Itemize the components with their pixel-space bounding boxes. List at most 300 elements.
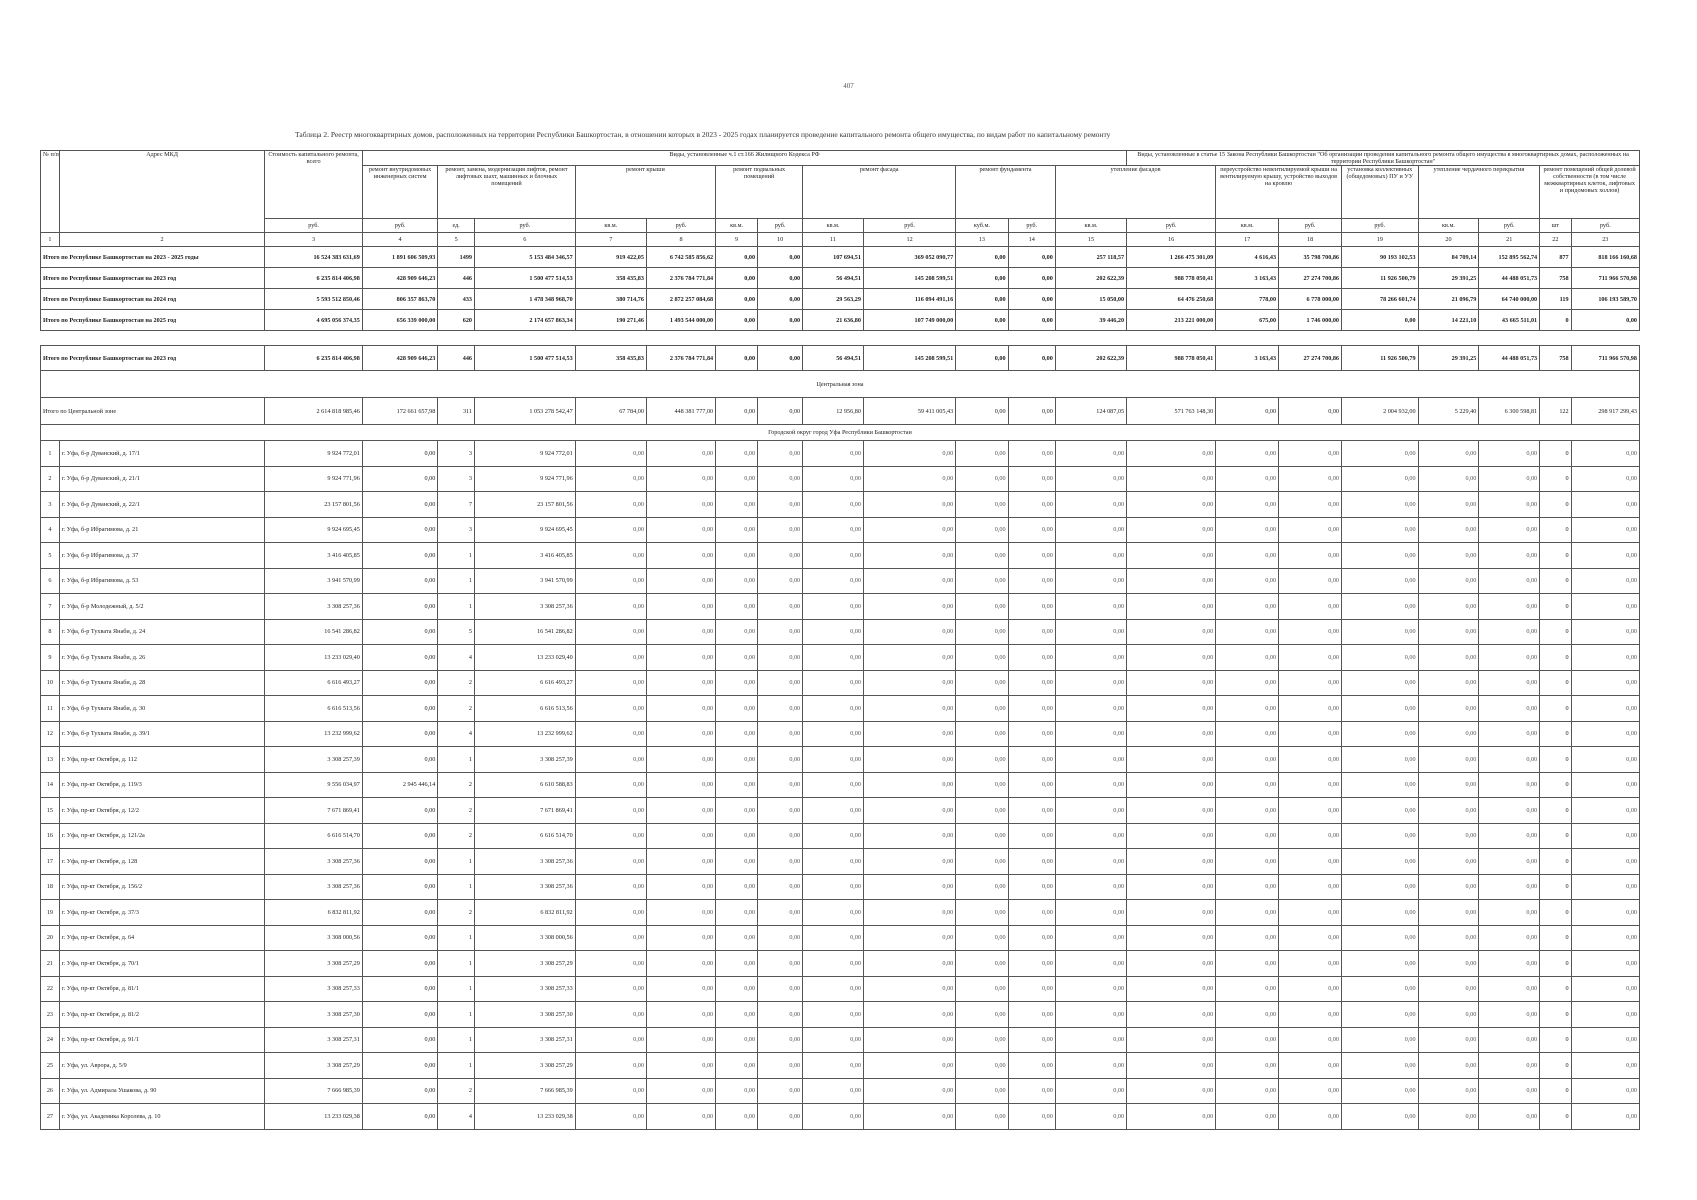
column-number-cell: 4 <box>362 233 437 247</box>
row-address: г. Уфа, б-р Ибрагимова, д. 21 <box>59 517 264 543</box>
column-number-cell: 21 <box>1479 233 1540 247</box>
row-lift-cost: 13 233 029,40 <box>475 645 576 671</box>
row-zero-value: 0,00 <box>575 619 646 645</box>
row-zero-value: 0,00 <box>575 1027 646 1053</box>
row-address: г. Уфа, пр-кт Октября, д. 156/2 <box>59 874 264 900</box>
row-address: г. Уфа, пр-кт Октября, д. 91/1 <box>59 1027 264 1053</box>
row-zero-value: 0,00 <box>1279 772 1342 798</box>
table-caption: Таблица 2. Реестр многоквартирных домов, расположенных на территории Республики Башкортостан, в отношении которых в 2023 - 2025 годах планируется проведение капитального ремонта общего имущества, по видам работ по капитальному ремонту <box>295 130 1111 139</box>
row-zero-value: 0,00 <box>1418 1053 1479 1079</box>
row-zero-value: 0,00 <box>1127 798 1216 824</box>
row-zero-value: 0,00 <box>575 670 646 696</box>
total-value: 0,00 <box>956 310 1008 331</box>
row-cost: 9 924 695,45 <box>265 517 363 543</box>
row-zero-value: 0,00 <box>1216 594 1279 620</box>
row-number: 21 <box>41 951 60 977</box>
row-common-cost: 0,00 <box>1571 951 1639 977</box>
row-common-cost: 0,00 <box>1571 594 1639 620</box>
row-zero-value: 0,00 <box>956 1078 1008 1104</box>
total-value: 6 235 814 406,98 <box>265 346 363 371</box>
row-lift-count: 4 <box>438 1104 475 1130</box>
total-value: 0,00 <box>716 398 758 425</box>
row-zero-value: 0,00 <box>1055 1002 1126 1028</box>
row-zero-value: 0,00 <box>646 798 715 824</box>
row-lift-count: 2 <box>438 696 475 722</box>
row-zero-value: 0,00 <box>1127 517 1216 543</box>
total-value: 433 <box>438 289 475 310</box>
total-value: 1 478 348 968,70 <box>475 289 576 310</box>
row-zero-value: 0,00 <box>956 823 1008 849</box>
row-zero-value: 0,00 <box>803 645 864 671</box>
row-zero-value: 0,00 <box>1479 619 1540 645</box>
row-common-cost: 0,00 <box>1571 1078 1639 1104</box>
row-cost: 3 308 257,36 <box>265 594 363 620</box>
row-address: г. Уфа, ул. Академика Королева, д. 10 <box>59 1104 264 1130</box>
total-value: 919 422,05 <box>575 247 646 268</box>
row-zero-value: 0,00 <box>1479 466 1540 492</box>
row-zero-value: 0,00 <box>1418 976 1479 1002</box>
row-number: 17 <box>41 849 60 875</box>
column-number-cell: 7 <box>575 233 646 247</box>
row-cost: 3 308 257,36 <box>265 849 363 875</box>
row-zero-value: 0,00 <box>863 568 955 594</box>
total-value: 358 435,83 <box>575 268 646 289</box>
row-common-cost: 0,00 <box>1571 849 1639 875</box>
total-row <box>41 247 1640 268</box>
total-value: 39 446,20 <box>1055 310 1126 331</box>
row-cost: 6 616 514,70 <box>265 823 363 849</box>
row-zero-value: 0,00 <box>575 594 646 620</box>
row-systems-cost: 0,00 <box>362 441 437 467</box>
row-zero-value: 0,00 <box>863 1104 955 1130</box>
row-zero-value: 0,00 <box>716 568 758 594</box>
row-zero-value: 0,00 <box>1008 696 1055 722</box>
row-zero-value: 0,00 <box>758 645 803 671</box>
row-zero-value: 0,00 <box>1127 696 1216 722</box>
row-zero-value: 0,00 <box>803 951 864 977</box>
row-lift-count: 1 <box>438 976 475 1002</box>
row-zero-value: 0,00 <box>1055 1053 1126 1079</box>
row-systems-cost: 0,00 <box>362 670 437 696</box>
column-number-cell: 12 <box>863 233 955 247</box>
column-number-cell: 23 <box>1571 233 1639 247</box>
row-zero-value: 0,00 <box>1342 466 1419 492</box>
unit-cell: кв.м. <box>803 219 864 233</box>
row-zero-value: 0,00 <box>863 645 955 671</box>
row-systems-cost: 0,00 <box>362 721 437 747</box>
row-common-cost: 0,00 <box>1571 1027 1639 1053</box>
row-cost: 3 941 570,99 <box>265 568 363 594</box>
total-value: 806 357 863,70 <box>362 289 437 310</box>
row-systems-cost: 0,00 <box>362 1078 437 1104</box>
row-zero-value: 0,00 <box>1127 951 1216 977</box>
row-lift-cost: 3 308 257,30 <box>475 1002 576 1028</box>
row-address: г. Уфа, пр-кт Октября, д. 81/2 <box>59 1002 264 1028</box>
total-value: 0,00 <box>758 247 803 268</box>
row-zero-value: 0,00 <box>758 747 803 773</box>
row-lift-count: 1 <box>438 747 475 773</box>
row-zero-value: 0,00 <box>956 645 1008 671</box>
row-address: г. Уфа, пр-кт Октября, д. 37/3 <box>59 900 264 926</box>
row-zero-value: 0,00 <box>575 441 646 467</box>
total-value: 428 909 646,23 <box>362 268 437 289</box>
row-zero-value: 0,00 <box>716 619 758 645</box>
row-address: г. Уфа, б-р Ибрагимова, д. 53 <box>59 568 264 594</box>
column-number-cell: 6 <box>475 233 576 247</box>
total-value: 6 235 814 406,98 <box>265 268 363 289</box>
row-common-cost: 0,00 <box>1571 1104 1639 1130</box>
row-zero-value: 0,00 <box>1127 594 1216 620</box>
total-value: 106 193 589,70 <box>1571 289 1639 310</box>
row-zero-value: 0,00 <box>758 1104 803 1130</box>
row-zero-value: 0,00 <box>1127 849 1216 875</box>
row-zero-value: 0,00 <box>1279 1053 1342 1079</box>
row-number: 14 <box>41 772 60 798</box>
row-zero-value: 0,00 <box>575 645 646 671</box>
total-value: 6 300 598,81 <box>1479 398 1540 425</box>
row-zero-value: 0,00 <box>863 721 955 747</box>
row-zero-value: 0,00 <box>646 747 715 773</box>
unit-cell: кв.м. <box>716 219 758 233</box>
total-value: 145 208 599,51 <box>863 346 955 371</box>
row-zero-value: 0,00 <box>575 1053 646 1079</box>
row-zero-value: 0,00 <box>1418 1104 1479 1130</box>
row-zero-value: 0,00 <box>863 492 955 518</box>
total-value: 656 339 000,00 <box>362 310 437 331</box>
total-value: 122 <box>1540 398 1571 425</box>
row-address: г. Уфа, б-р Дуванский, д. 21/1 <box>59 466 264 492</box>
row-zero-value: 0,00 <box>1127 670 1216 696</box>
row-zero-value: 0,00 <box>646 619 715 645</box>
row-common-count: 0 <box>1540 874 1571 900</box>
column-number-cell: 13 <box>956 233 1008 247</box>
row-zero-value: 0,00 <box>716 798 758 824</box>
row-address: г. Уфа, б-р Тухвата Янаби, д. 26 <box>59 645 264 671</box>
row-zero-value: 0,00 <box>716 517 758 543</box>
row-zero-value: 0,00 <box>1279 1078 1342 1104</box>
row-zero-value: 0,00 <box>1342 696 1419 722</box>
row-systems-cost: 0,00 <box>362 543 437 569</box>
row-zero-value: 0,00 <box>863 696 955 722</box>
row-zero-value: 0,00 <box>1418 466 1479 492</box>
row-zero-value: 0,00 <box>1216 721 1279 747</box>
row-zero-value: 0,00 <box>1479 951 1540 977</box>
row-zero-value: 0,00 <box>1279 798 1342 824</box>
row-zero-value: 0,00 <box>1008 900 1055 926</box>
row-zero-value: 0,00 <box>758 849 803 875</box>
column-number-cell: 11 <box>803 233 864 247</box>
row-zero-value: 0,00 <box>1342 798 1419 824</box>
row-zero-value: 0,00 <box>956 696 1008 722</box>
row-lift-count: 1 <box>438 951 475 977</box>
total-value: 0,00 <box>1279 398 1342 425</box>
table-row <box>41 1002 1640 1028</box>
row-zero-value: 0,00 <box>1216 747 1279 773</box>
total-value: 43 665 511,01 <box>1479 310 1540 331</box>
total-value: 27 274 700,86 <box>1279 268 1342 289</box>
row-zero-value: 0,00 <box>1055 1104 1126 1130</box>
row-number: 2 <box>41 466 60 492</box>
row-lift-count: 3 <box>438 517 475 543</box>
row-zero-value: 0,00 <box>575 721 646 747</box>
total-value: 11 926 500,79 <box>1342 346 1419 371</box>
row-zero-value: 0,00 <box>1008 670 1055 696</box>
row-zero-value: 0,00 <box>1127 1053 1216 1079</box>
row-zero-value: 0,00 <box>1479 492 1540 518</box>
total-value: 0,00 <box>716 289 758 310</box>
row-zero-value: 0,00 <box>646 645 715 671</box>
row-number: 18 <box>41 874 60 900</box>
row-common-cost: 0,00 <box>1571 823 1639 849</box>
row-zero-value: 0,00 <box>1479 900 1540 926</box>
row-common-cost: 0,00 <box>1571 543 1639 569</box>
row-address: г. Уфа, б-р Дуванский, д. 22/1 <box>59 492 264 518</box>
row-zero-value: 0,00 <box>758 696 803 722</box>
row-zero-value: 0,00 <box>1127 823 1216 849</box>
row-zero-value: 0,00 <box>1279 696 1342 722</box>
row-common-cost: 0,00 <box>1571 925 1639 951</box>
row-cost: 3 308 257,29 <box>265 1053 363 1079</box>
row-zero-value: 0,00 <box>646 976 715 1002</box>
row-cost: 9 924 771,96 <box>265 466 363 492</box>
row-zero-value: 0,00 <box>1216 849 1279 875</box>
row-zero-value: 0,00 <box>1008 925 1055 951</box>
header-work-basement: ремонт подвальных помещений <box>716 166 803 219</box>
row-zero-value: 0,00 <box>1279 747 1342 773</box>
row-cost: 23 157 801,56 <box>265 492 363 518</box>
row-zero-value: 0,00 <box>803 594 864 620</box>
row-zero-value: 0,00 <box>1279 823 1342 849</box>
total-value: 56 494,51 <box>803 268 864 289</box>
row-zero-value: 0,00 <box>1055 900 1126 926</box>
total-value: 0,00 <box>1342 310 1419 331</box>
total-row <box>41 268 1640 289</box>
row-zero-value: 0,00 <box>1216 951 1279 977</box>
row-address: г. Уфа, ул. Аврора, д. 5/9 <box>59 1053 264 1079</box>
row-common-count: 0 <box>1540 951 1571 977</box>
column-number-cell: 10 <box>758 233 803 247</box>
row-zero-value: 0,00 <box>1216 645 1279 671</box>
row-common-count: 0 <box>1540 925 1571 951</box>
total-value: 0,00 <box>1571 310 1639 331</box>
row-zero-value: 0,00 <box>1279 466 1342 492</box>
registry-table <box>40 150 1640 1130</box>
row-zero-value: 0,00 <box>1342 976 1419 1002</box>
row-zero-value: 0,00 <box>803 1104 864 1130</box>
total-value: 988 778 050,41 <box>1127 346 1216 371</box>
header-work-systems: ремонт внутридомовых инженерных систем <box>362 166 437 219</box>
row-zero-value: 0,00 <box>716 772 758 798</box>
total-value: 124 087,05 <box>1055 398 1126 425</box>
row-zero-value: 0,00 <box>1279 517 1342 543</box>
unit-cell: руб. <box>646 219 715 233</box>
row-zero-value: 0,00 <box>863 874 955 900</box>
row-common-count: 0 <box>1540 696 1571 722</box>
row-address: г. Уфа, пр-кт Октября, д. 121/2а <box>59 823 264 849</box>
row-systems-cost: 0,00 <box>362 1002 437 1028</box>
total-value: 0,00 <box>758 289 803 310</box>
total-value: 4 616,43 <box>1216 247 1279 268</box>
row-zero-value: 0,00 <box>716 696 758 722</box>
total-value: 15 050,00 <box>1055 289 1126 310</box>
row-zero-value: 0,00 <box>1008 951 1055 977</box>
header-num: № п/п <box>41 151 60 233</box>
row-zero-value: 0,00 <box>1279 619 1342 645</box>
total-value: 758 <box>1540 268 1571 289</box>
row-zero-value: 0,00 <box>803 696 864 722</box>
row-zero-value: 0,00 <box>716 900 758 926</box>
row-zero-value: 0,00 <box>1216 517 1279 543</box>
row-zero-value: 0,00 <box>956 976 1008 1002</box>
table-row <box>41 1053 1640 1079</box>
row-zero-value: 0,00 <box>863 517 955 543</box>
row-zero-value: 0,00 <box>1055 1027 1126 1053</box>
total-value: 818 166 160,68 <box>1571 247 1639 268</box>
row-zero-value: 0,00 <box>716 594 758 620</box>
total-value: 877 <box>1540 247 1571 268</box>
table-row <box>41 721 1640 747</box>
total-value: 428 909 646,23 <box>362 346 437 371</box>
row-common-cost: 0,00 <box>1571 1053 1639 1079</box>
table-row <box>41 517 1640 543</box>
row-common-cost: 0,00 <box>1571 568 1639 594</box>
unit-cell: руб. <box>1279 219 1342 233</box>
row-lift-cost: 7 671 869,41 <box>475 798 576 824</box>
row-common-count: 0 <box>1540 568 1571 594</box>
total-value: 0,00 <box>1008 268 1055 289</box>
header-work-facade: ремонт фасада <box>803 166 956 219</box>
row-zero-value: 0,00 <box>1342 951 1419 977</box>
row-zero-value: 0,00 <box>956 1002 1008 1028</box>
row-zero-value: 0,00 <box>646 696 715 722</box>
row-zero-value: 0,00 <box>1008 874 1055 900</box>
total-value: 0,00 <box>956 247 1008 268</box>
row-zero-value: 0,00 <box>758 517 803 543</box>
row-lift-cost: 6 616 513,56 <box>475 696 576 722</box>
row-zero-value: 0,00 <box>863 441 955 467</box>
row-zero-value: 0,00 <box>863 798 955 824</box>
row-zero-value: 0,00 <box>1418 849 1479 875</box>
total-value: 1 746 000,00 <box>1279 310 1342 331</box>
header-group-law: Виды, установленные в статье 15 Закона Республики Башкортостан "Об организации проведения капитального ремонта общего имущества в многоквартирных домах, расположенных на территории Республики Башкортостан" <box>1127 151 1640 166</box>
row-zero-value: 0,00 <box>863 976 955 1002</box>
row-zero-value: 0,00 <box>1418 696 1479 722</box>
row-number: 7 <box>41 594 60 620</box>
row-common-count: 0 <box>1540 798 1571 824</box>
row-lift-cost: 3 308 257,31 <box>475 1027 576 1053</box>
row-common-cost: 0,00 <box>1571 466 1639 492</box>
row-number: 10 <box>41 670 60 696</box>
row-zero-value: 0,00 <box>1055 849 1126 875</box>
row-lift-count: 4 <box>438 645 475 671</box>
total-value: 0,00 <box>1008 310 1055 331</box>
row-zero-value: 0,00 <box>716 645 758 671</box>
total-label: Итого по Республике Башкортостан на 2024 год <box>41 289 265 310</box>
row-zero-value: 0,00 <box>803 925 864 951</box>
total-value: 44 488 051,73 <box>1479 268 1540 289</box>
row-zero-value: 0,00 <box>863 543 955 569</box>
column-number-cell: 14 <box>1008 233 1055 247</box>
total-value: 1 500 477 514,53 <box>475 346 576 371</box>
row-lift-count: 1 <box>438 594 475 620</box>
row-zero-value: 0,00 <box>716 951 758 977</box>
row-number: 5 <box>41 543 60 569</box>
table-row <box>41 900 1640 926</box>
row-zero-value: 0,00 <box>1008 1104 1055 1130</box>
row-zero-value: 0,00 <box>1216 441 1279 467</box>
total-value: 0,00 <box>758 268 803 289</box>
row-address: г. Уфа, пр-кт Октября, д. 119/3 <box>59 772 264 798</box>
row-number: 20 <box>41 925 60 951</box>
row-zero-value: 0,00 <box>575 517 646 543</box>
total-value: 0,00 <box>1216 398 1279 425</box>
row-zero-value: 0,00 <box>1055 619 1126 645</box>
row-zero-value: 0,00 <box>716 721 758 747</box>
row-zero-value: 0,00 <box>716 466 758 492</box>
row-lift-count: 1 <box>438 568 475 594</box>
row-zero-value: 0,00 <box>1216 823 1279 849</box>
row-zero-value: 0,00 <box>863 619 955 645</box>
row-common-count: 0 <box>1540 1027 1571 1053</box>
row-zero-value: 0,00 <box>1008 849 1055 875</box>
total-row <box>41 289 1640 310</box>
row-zero-value: 0,00 <box>863 925 955 951</box>
row-zero-value: 0,00 <box>1418 900 1479 926</box>
total-value: 3 163,43 <box>1216 268 1279 289</box>
page-number: 407 <box>843 82 854 90</box>
row-zero-value: 0,00 <box>1418 874 1479 900</box>
row-zero-value: 0,00 <box>1008 1027 1055 1053</box>
total-value: 0,00 <box>716 310 758 331</box>
row-zero-value: 0,00 <box>1008 543 1055 569</box>
row-zero-value: 0,00 <box>1342 492 1419 518</box>
row-lift-count: 3 <box>438 441 475 467</box>
row-lift-cost: 6 616 493,27 <box>475 670 576 696</box>
row-lift-cost: 6 616 514,70 <box>475 823 576 849</box>
row-address: г. Уфа, б-р Молодежный, д. 5/2 <box>59 594 264 620</box>
row-zero-value: 0,00 <box>646 594 715 620</box>
row-zero-value: 0,00 <box>758 619 803 645</box>
row-zero-value: 0,00 <box>575 900 646 926</box>
row-zero-value: 0,00 <box>1216 900 1279 926</box>
total-value: 675,00 <box>1216 310 1279 331</box>
row-zero-value: 0,00 <box>646 1104 715 1130</box>
row-address: г. Уфа, б-р Тухвата Янаби, д. 30 <box>59 696 264 722</box>
row-lift-count: 1 <box>438 1002 475 1028</box>
row-zero-value: 0,00 <box>758 466 803 492</box>
row-zero-value: 0,00 <box>1216 568 1279 594</box>
total-value: 0,00 <box>716 346 758 371</box>
row-zero-value: 0,00 <box>1479 568 1540 594</box>
row-zero-value: 0,00 <box>1216 492 1279 518</box>
row-common-count: 0 <box>1540 543 1571 569</box>
row-zero-value: 0,00 <box>1216 874 1279 900</box>
row-zero-value: 0,00 <box>758 823 803 849</box>
row-zero-value: 0,00 <box>1479 1104 1540 1130</box>
total-label: Итого по Республике Башкортостан на 2023 год <box>41 268 265 289</box>
total-value: 0,00 <box>956 268 1008 289</box>
row-zero-value: 0,00 <box>1418 492 1479 518</box>
row-zero-value: 0,00 <box>716 543 758 569</box>
row-systems-cost: 0,00 <box>362 951 437 977</box>
total-value: 12 956,80 <box>803 398 864 425</box>
row-number: 4 <box>41 517 60 543</box>
row-zero-value: 0,00 <box>1342 645 1419 671</box>
row-lift-count: 5 <box>438 619 475 645</box>
unit-cell: руб. <box>758 219 803 233</box>
row-zero-value: 0,00 <box>758 798 803 824</box>
header-cost: Стоимость капитального ремонта, всего <box>265 151 363 219</box>
